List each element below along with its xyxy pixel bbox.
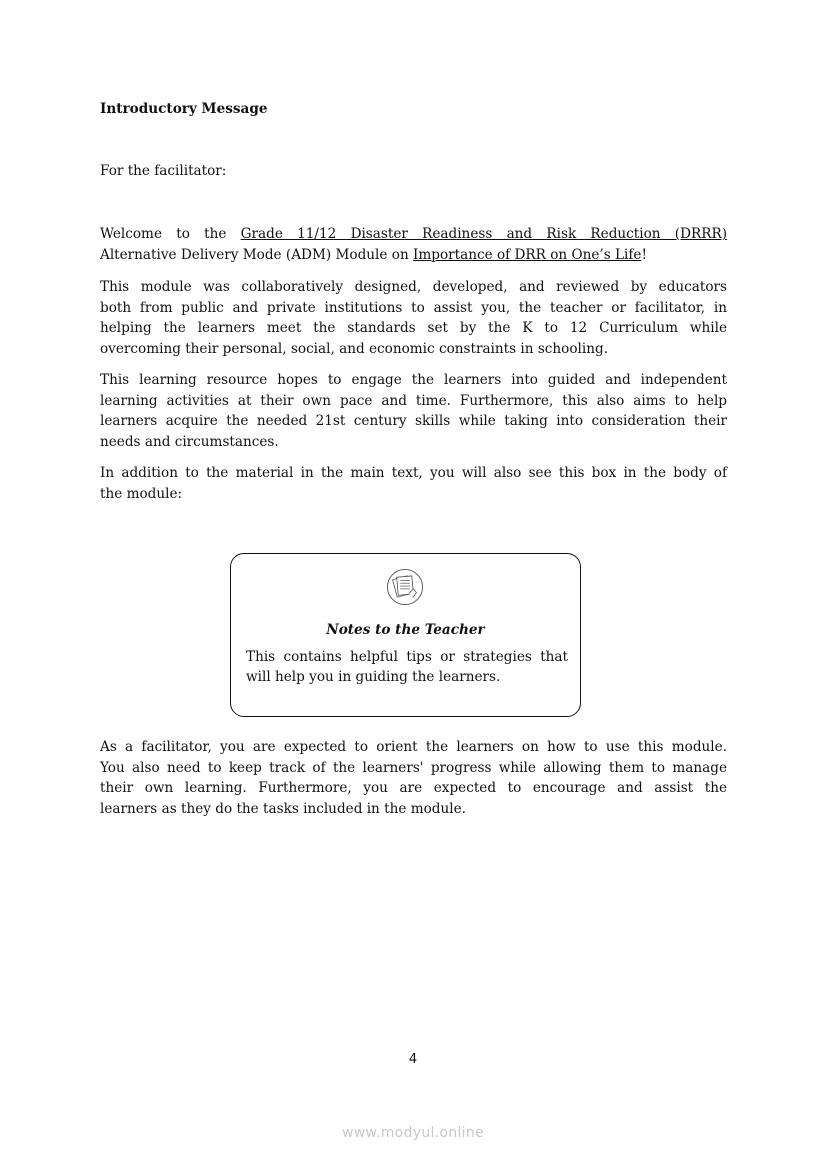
paragraph-2: This learning resource hopes to engage the learners into guided and independent learning activities at their own pace and time. Furthermore, this also aims to help learners acquire the needed 21st century skills while taking into consideration their needs and circumstances. [100, 372, 727, 451]
notes-box-heading: Notes to the Teacher [326, 622, 485, 638]
salutation: For the facilitator: [100, 163, 227, 179]
course-title-link: Grade 11/12 Disaster Readiness and Risk Reduction (DRRR) [240, 226, 727, 242]
paragraph-1: This module was collaboratively designed, developed, and reviewed by educators both from public and private institutions to assist you, the teacher or facilitator, in helping the learners meet the standards set by the K to 12 Curriculum while overcoming their personal, social, and economic constraints in schooling. [100, 279, 727, 358]
closing-paragraph: As a facilitator, you are expected to orient the learners on how to use this module. You also need to keep track of the learners' progress while allowing them to manage their own learning. Furthermore, you are expected to encourage and assist the learners as they do the tasks included in the module. [100, 739, 727, 818]
paragraph-3: In addition to the material in the main text, you will also see this box in the body of the module: [100, 465, 727, 502]
notes-box-body: This contains helpful tips or strategies that will help you in guiding the learners. [246, 649, 568, 685]
notes-document-icon [386, 568, 424, 606]
module-title-link: Importance of DRR on One’s Life [413, 246, 642, 263]
watermark: www.modyul.online [342, 1125, 484, 1141]
notes-to-teacher-box [230, 553, 581, 717]
page-title: Introductory Message [100, 101, 268, 117]
page-number: 4 [408, 1052, 418, 1067]
welcome-paragraph: Welcome to the Grade 11/12 Disaster Readiness and Risk Reduction (DRRR) Alternative Delivery Mode (ADM) Module on Importance of DRR on One’s Life! [100, 226, 727, 263]
